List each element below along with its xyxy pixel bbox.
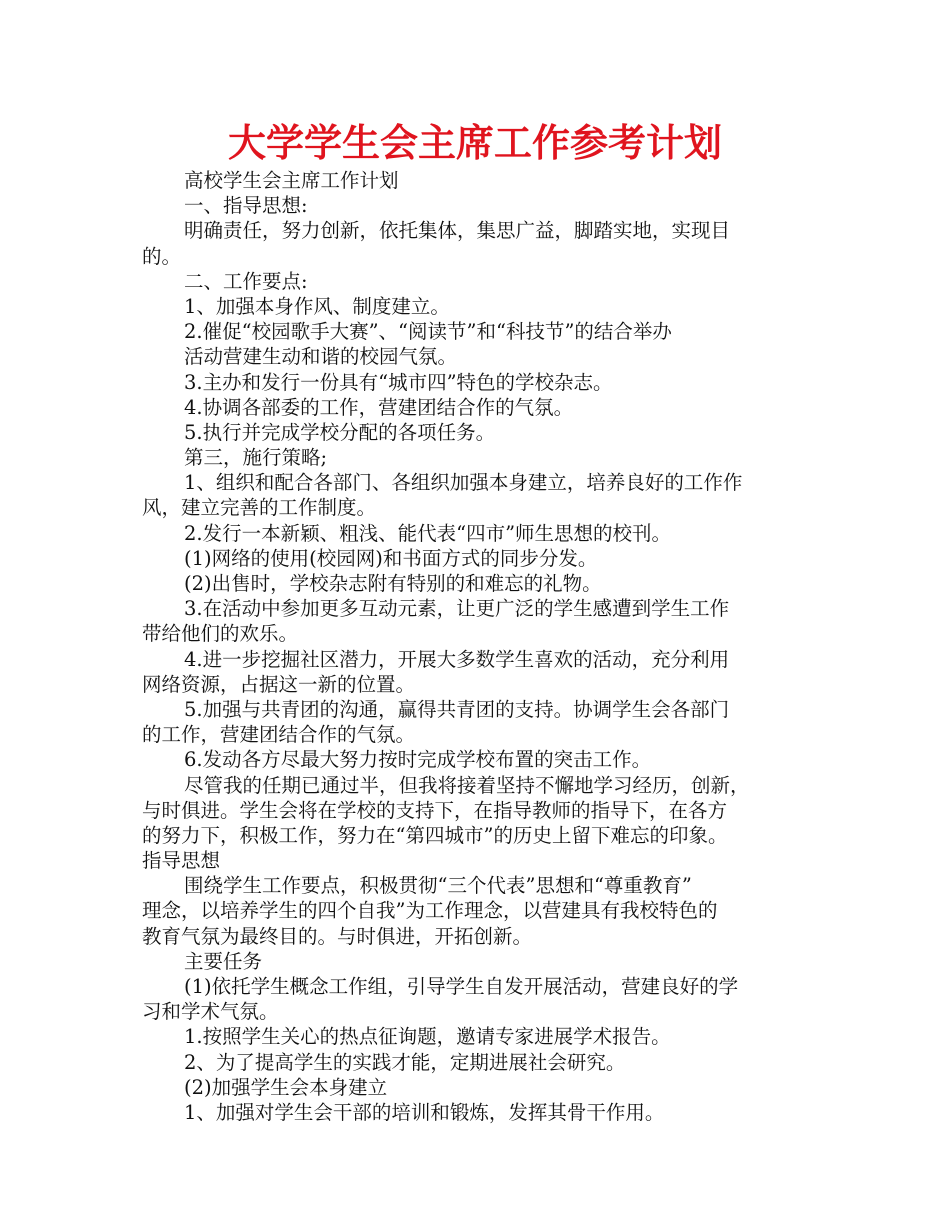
document-body — [142, 168, 822, 1125]
text-line: 理念，以培养学生的四个自我”为工作理念，以营建具有我校特色的 — [142, 899, 718, 923]
document-title: 大学学生会主席工作参考计划 — [227, 121, 722, 165]
text-line: (2)加强学生会本身建立 — [184, 1075, 388, 1099]
text-line: 二、工作要点: — [184, 269, 308, 293]
text-line: 3.在活动中参加更多互动元素，让更广泛的学生感遭到学生工作 — [184, 597, 730, 621]
text-line: 一、指导思想: — [184, 194, 308, 218]
text-line: 的工作，营建团结合作的气氛。 — [142, 723, 416, 747]
text-line: 尽管我的任期已通过半，但我将接着坚持不懈地学习经历，创新， — [184, 773, 750, 797]
text-line: (1)依托学生概念工作组，引导学生自发开展活动，营建良好的学 — [184, 975, 739, 998]
text-line: 第三，施行策略; — [184, 446, 328, 470]
text-line: 6.发动各方尽最大努力按时完成学校布置的突击工作。 — [184, 748, 652, 772]
text-line: 的努力下，积极工作，努力在“第四城市”的历史上留下难忘的印象。 — [142, 823, 728, 847]
text-line: 的。 — [142, 244, 182, 268]
text-line: 带给他们的欢乐。 — [142, 622, 299, 646]
text-line: (1)网络的使用(校园网)和书面方式的同步分发。 — [184, 546, 598, 570]
text-line: 网络资源，占据这一新的位置。 — [142, 672, 416, 696]
text-line: 5.执行并完成学校分配的各项任务。 — [184, 420, 496, 444]
text-line: 与时俱进。学生会将在学校的支持下，在指导教师的指导下，在各方 — [142, 798, 728, 822]
text-line: 围绕学生工作要点，积极贯彻“三个代表”思想和“尊重教育” — [184, 874, 692, 898]
text-line: 3.主办和发行一份具有“城市四”特色的学校杂志。 — [184, 370, 613, 394]
text-line: 1、加强本身作风、制度建立。 — [184, 294, 450, 318]
text-line: 主要任务 — [184, 949, 263, 973]
text-line: 1、加强对学生会干部的培训和锻炼，发挥其骨干作用。 — [184, 1100, 665, 1124]
text-line: 1.按照学生关心的热点征询题，邀请专家进展学术报告。 — [184, 1025, 671, 1049]
text-line: 活动营建生动和谐的校园气氛。 — [184, 345, 458, 369]
text-line: 2.催促“校园歌手大赛”、“阅读节”和“科技节”的结合举办 — [184, 320, 672, 344]
text-line: 指导思想 — [142, 849, 221, 873]
text-line: 明确责任，努力创新，依托集体，集思广益，脚踏实地，实现目 — [184, 219, 731, 243]
text-line: 高校学生会主席工作计划 — [184, 169, 399, 192]
text-line: 4.协调各部委的工作，营建团结合作的气氛。 — [184, 395, 574, 419]
text-line: (2)出售时，学校杂志附有特别的和难忘的礼物。 — [184, 572, 602, 595]
text-line: 2.发行一本新颖、粗浅、能代表“四市”师生思想的校刊。 — [184, 521, 672, 545]
text-line: 习和学术气氛。 — [142, 1000, 279, 1024]
text-line: 风，建立完善的工作制度。 — [142, 496, 377, 520]
text-line: 1、组织和配合各部门、各组织加强本身建立，培养良好的工作作 — [184, 471, 743, 495]
text-line: 教育气氛为最终目的。与时俱进，开拓创新。 — [142, 924, 533, 948]
text-line: 5.加强与共青团的沟通，赢得共青团的支持。协调学生会各部门 — [184, 697, 730, 721]
text-line: 4.进一步挖掘社区潜力，开展大多数学生喜欢的活动，充分利用 — [184, 647, 730, 671]
text-line: 2、为了提高学生的实践才能，定期进展社会研究。 — [184, 1050, 626, 1074]
